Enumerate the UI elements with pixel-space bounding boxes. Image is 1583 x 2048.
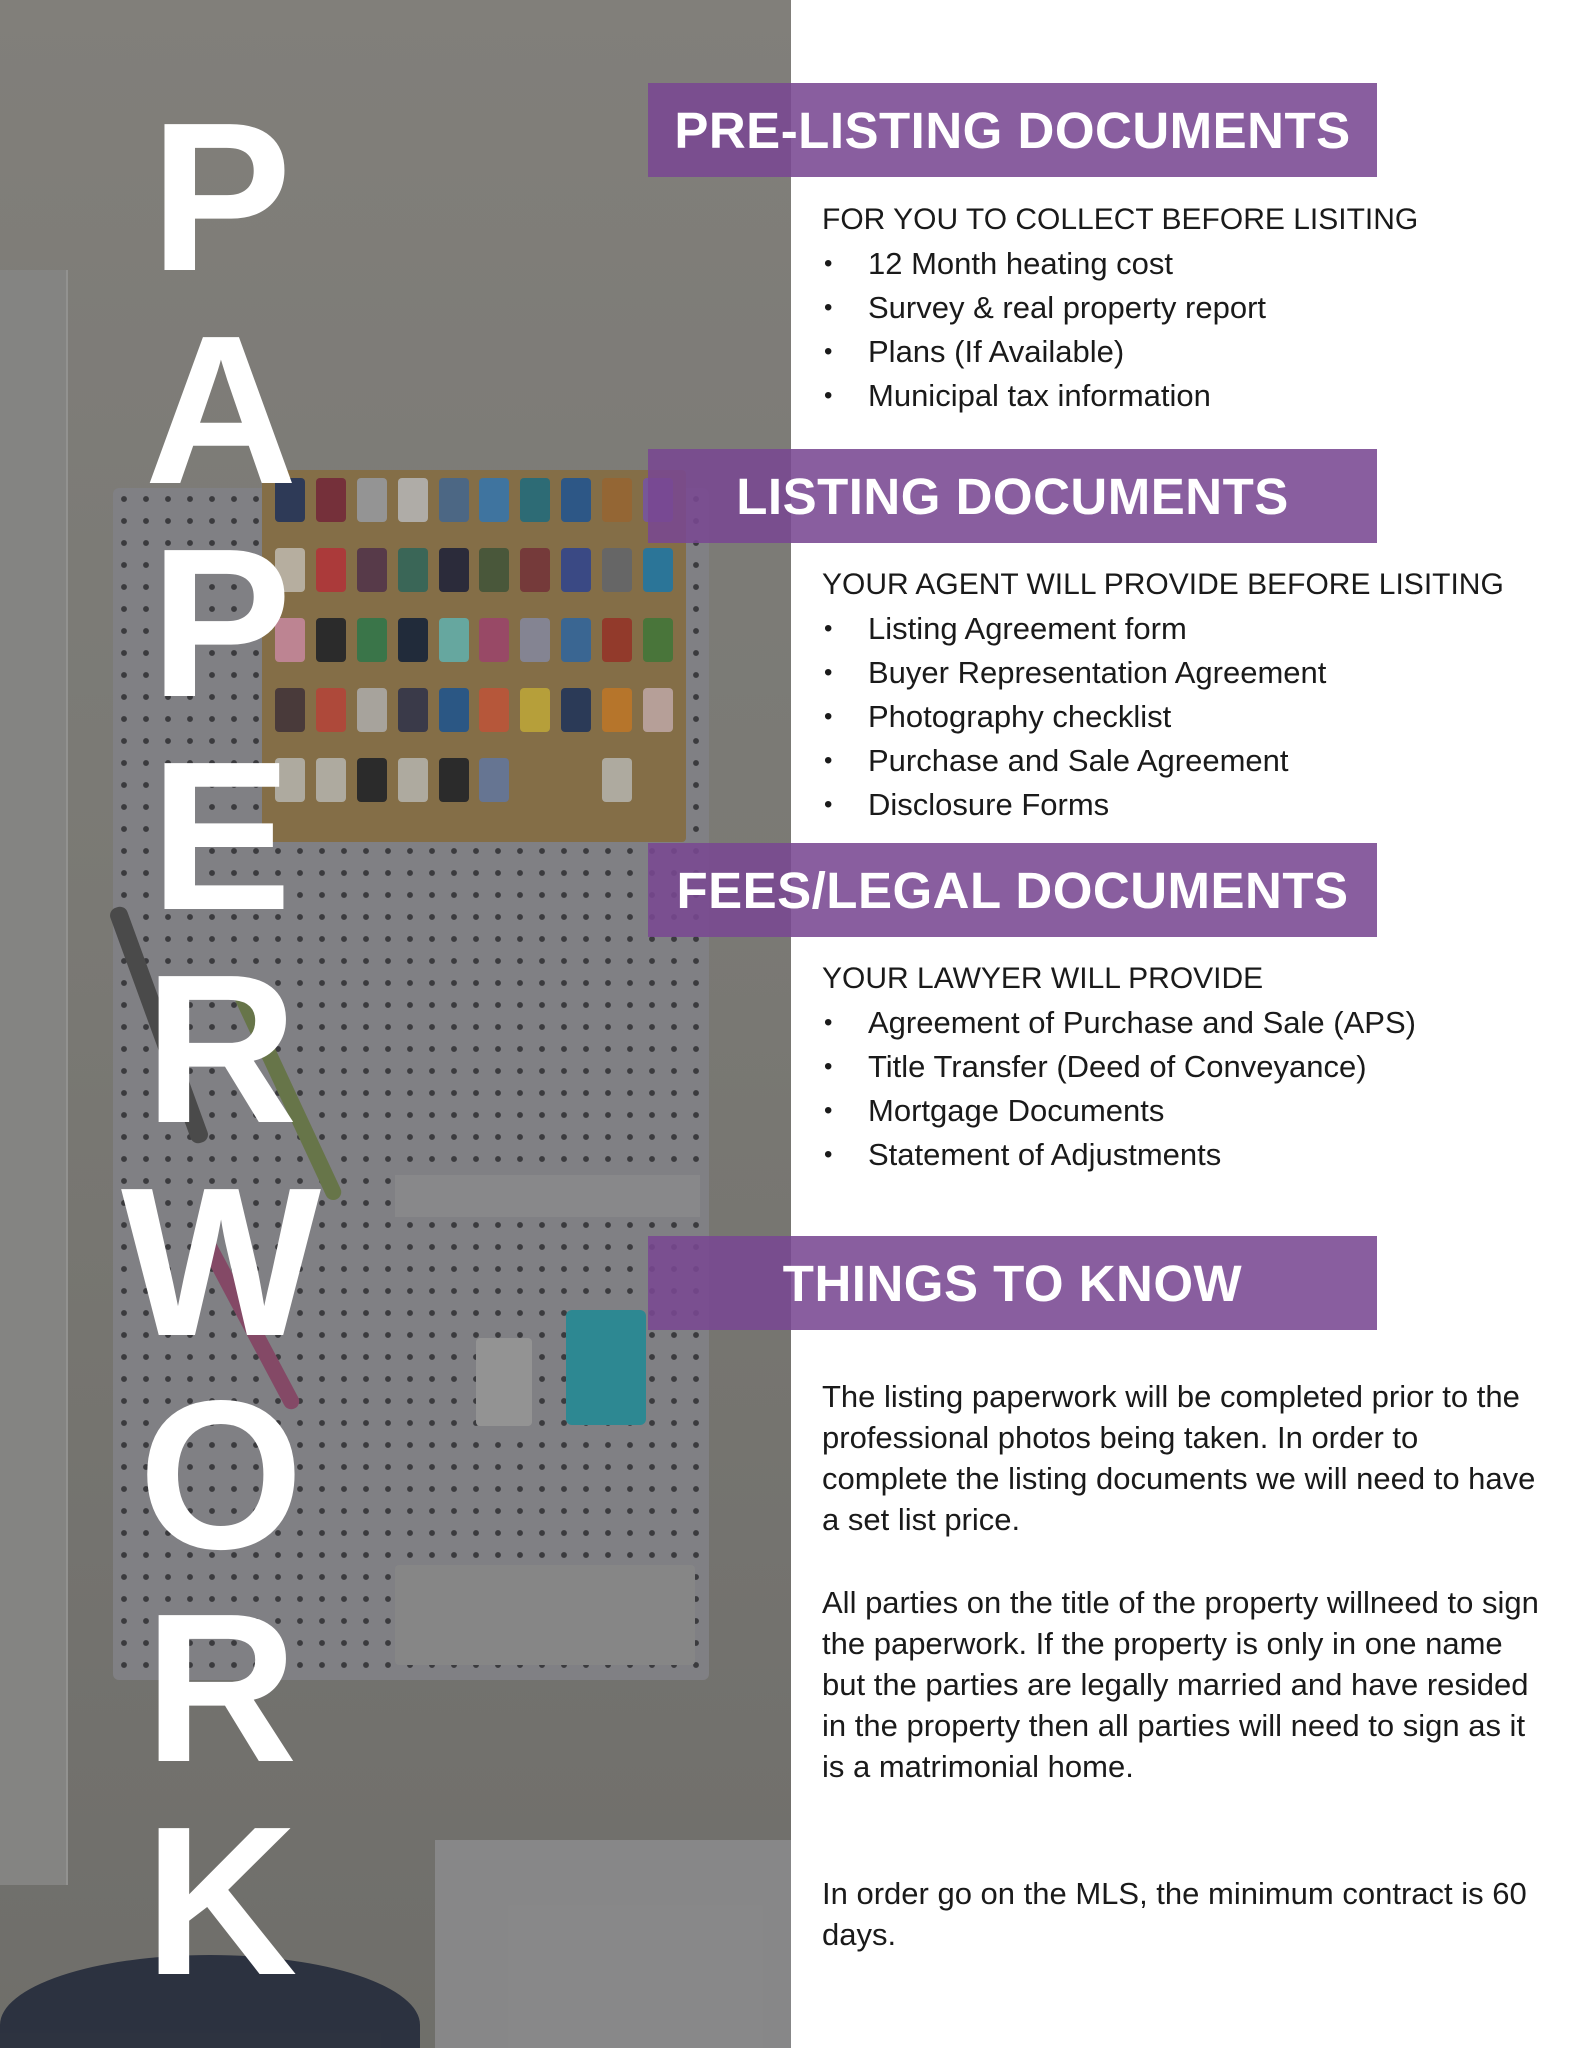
list-item: • Purchase and Sale Agreement [822,739,1542,783]
bullet: • [824,791,833,818]
info-paragraph: The listing paperwork will be completed prior to the professional photos being taken. In order to complete the listing documents we will need to have a set list price. [822,1379,1536,1537]
section-heading-things-to-know [648,1236,1377,1330]
bullet: • [824,294,833,321]
bullet: • [824,703,833,730]
document-list [822,607,1542,827]
title-letter: A [144,291,298,528]
listing-section [822,563,1542,827]
list-item: • Survey & real property report [822,286,1542,330]
list-item: • Mortgage Documents [822,1089,1542,1133]
title-letter: E [150,717,292,954]
section-heading-text: PRE-LISTING DOCUMENTS [674,101,1351,159]
info-paragraph: In order go on the MLS, the minimum contract is 60 days. [822,1876,1527,1952]
title-letter: R [144,930,298,1167]
vertical-title-paperwork [120,78,322,2019]
bullet: • [824,1097,833,1124]
title-letter: P [150,78,292,315]
section-subtitle: YOUR LAWYER WILL PROVIDE [822,962,1264,995]
list-item: • Photography checklist [822,695,1542,739]
bullet: • [824,1009,833,1036]
pre-listing-section [822,198,1542,418]
document-list [822,1001,1542,1177]
title-letter: O [138,1356,304,1593]
title-letter: R [144,1569,298,1806]
list-item: • Municipal tax information [822,374,1542,418]
section-heading-fees-legal [648,843,1377,937]
section-heading-text: FEES/LEGAL DOCUMENTS [676,861,1349,919]
title-letter: P [150,504,292,741]
list-item: • Plans (If Available) [822,330,1542,374]
section-heading-text: LISTING DOCUMENTS [736,467,1289,525]
list-item: • Statement of Adjustments [822,1133,1542,1177]
background-photo [0,0,791,2048]
section-subtitle: YOUR AGENT WILL PROVIDE BEFORE LISITING [822,568,1504,601]
bullet: • [824,615,833,642]
bullet: • [824,338,833,365]
section-subtitle: FOR YOU TO COLLECT BEFORE LISITING [822,203,1419,236]
list-item: • Listing Agreement form [822,607,1542,651]
fees-legal-section [822,957,1542,1177]
document-list [822,242,1542,418]
bullet: • [824,382,833,409]
section-heading-pre-listing [648,83,1377,177]
title-letter: W [120,1143,322,1380]
bullet: • [824,747,833,774]
list-item: • Buyer Representation Agreement [822,651,1542,695]
section-heading-text: THINGS TO KNOW [782,1254,1243,1312]
list-item: • 12 Month heating cost [822,242,1542,286]
list-item: • Disclosure Forms [822,783,1542,827]
info-paragraph: All parties on the title of the property willneed to sign the paperwork. If the property is only in one name but the parties are legally married and have resided in the property then all parties will need to sign as it is a matrimonial home. [822,1585,1539,1784]
list-item: • Agreement of Purchase and Sale (APS) [822,1001,1542,1045]
bullet: • [824,1053,833,1080]
list-item: • Title Transfer (Deed of Conveyance) [822,1045,1542,1089]
bullet: • [824,250,833,277]
section-heading-listing [648,449,1377,543]
bullet: • [824,659,833,686]
title-letter: K [144,1782,298,2019]
bullet: • [824,1141,833,1168]
